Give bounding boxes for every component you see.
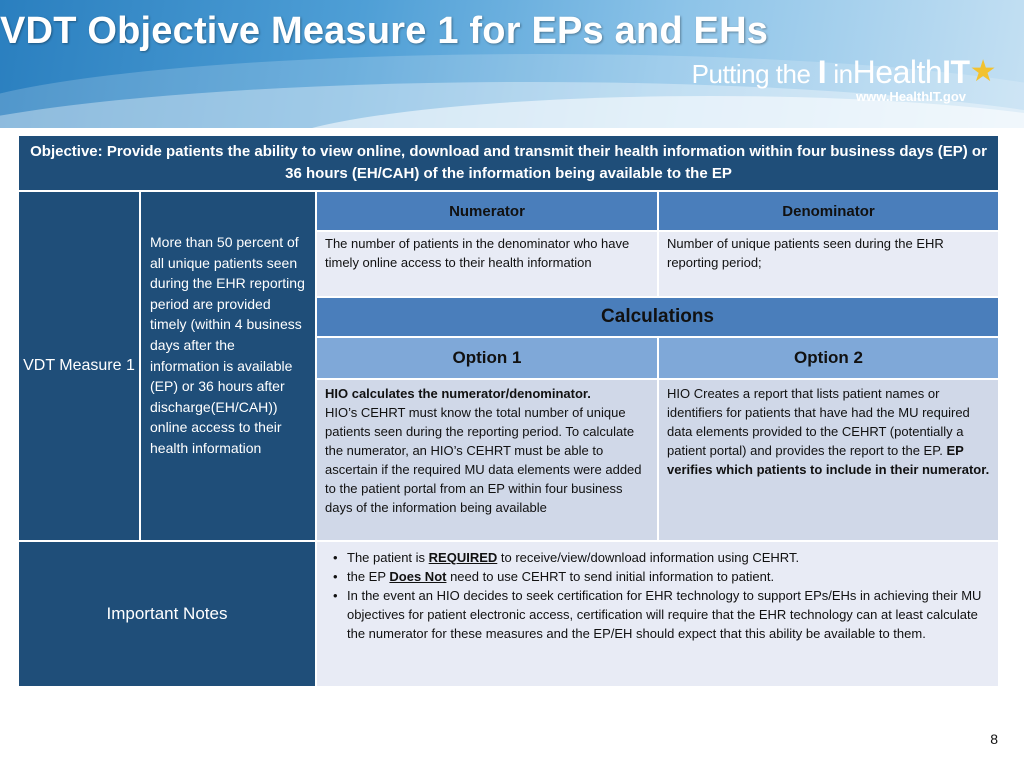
denominator-header: Denominator — [658, 191, 999, 231]
numerator-text: The number of patients in the denominator who have timely online access to their health information — [316, 231, 658, 297]
note-text: The patient is — [347, 550, 429, 565]
notes-list — [325, 548, 990, 643]
logo-health: Health — [852, 54, 943, 90]
note-item — [347, 548, 990, 567]
note-emphasis: REQUIRED — [428, 550, 498, 565]
option2-text — [658, 379, 999, 541]
option2-body: HIO Creates a report that lists patient names or identifiers for patients that have had the MU required data elements provided to the CEHRT (potentially a patient portal) and provides the report to the EP. — [667, 386, 970, 458]
option2-header: Option 2 — [658, 337, 999, 379]
note-text: In the event an HIO decides to seek certification for EHR technology to support EPs/EHs in achieving their MU objectives for patient electronic access, certification will require that the EHR technology can at least calculate the numerator for these measures and the EP/EH should expect that this ability be available to them. — [347, 588, 982, 641]
logo-putting: Putting the — [691, 59, 811, 89]
measure-description: More than 50 percent of all unique patients seen during the EHR reporting period are provided timely (within 4 business days after the information is available (EP) or 36 hours after discharge(EH/CAH)) online access to their health information — [140, 191, 316, 541]
star-icon: ★ — [969, 55, 996, 88]
note-text: the EP — [347, 569, 390, 584]
logo-i: I — [817, 54, 827, 90]
option1-bold: HIO calculates the numerator/denominator. — [325, 386, 591, 401]
logo-it: IT — [942, 54, 970, 90]
objective-cell: Objective: Provide patients the ability to view online, download and transmit their health information within four business days (EP) or 36 hours (EH/CAH) of the information being available to the EP — [18, 135, 999, 191]
option2-bold: EP verifies which patients to include in their numerator. — [667, 443, 990, 477]
measure-label: VDT Measure 1 — [18, 191, 140, 541]
healthit-logo — [692, 54, 996, 104]
calculations-header: Calculations — [316, 297, 999, 337]
notes-cell — [316, 541, 999, 687]
notes-label: Important Notes — [18, 541, 316, 687]
option1-body: HIO’s CEHRT must know the total number of unique patients seen during the reporting period. To calculate the numerator, an HIO’s CEHRT must be able to ascertain if the required MU data elements were added to the patient portal from an EP within four business days of the information being available — [325, 405, 642, 515]
slide-title: VDT Objective Measure 1 for EPs and EHs — [0, 10, 769, 52]
note-item — [347, 567, 990, 586]
page-number: 8 — [990, 731, 998, 747]
note-item — [347, 586, 990, 643]
option1-header: Option 1 — [316, 337, 658, 379]
note-emphasis: Does Not — [389, 569, 447, 584]
option1-text — [316, 379, 658, 541]
numerator-header: Numerator — [316, 191, 658, 231]
denominator-text: Number of unique patients seen during the EHR reporting period; — [658, 231, 999, 297]
logo-in: in — [833, 59, 853, 89]
measure-table — [17, 134, 1000, 688]
note-text: need to use CEHRT to send initial information to patient. — [446, 569, 775, 584]
logo-url: www.HealthIT.gov — [855, 89, 966, 104]
note-text: to receive/view/download information using CEHRT. — [497, 550, 800, 565]
slide-header — [0, 0, 1024, 128]
